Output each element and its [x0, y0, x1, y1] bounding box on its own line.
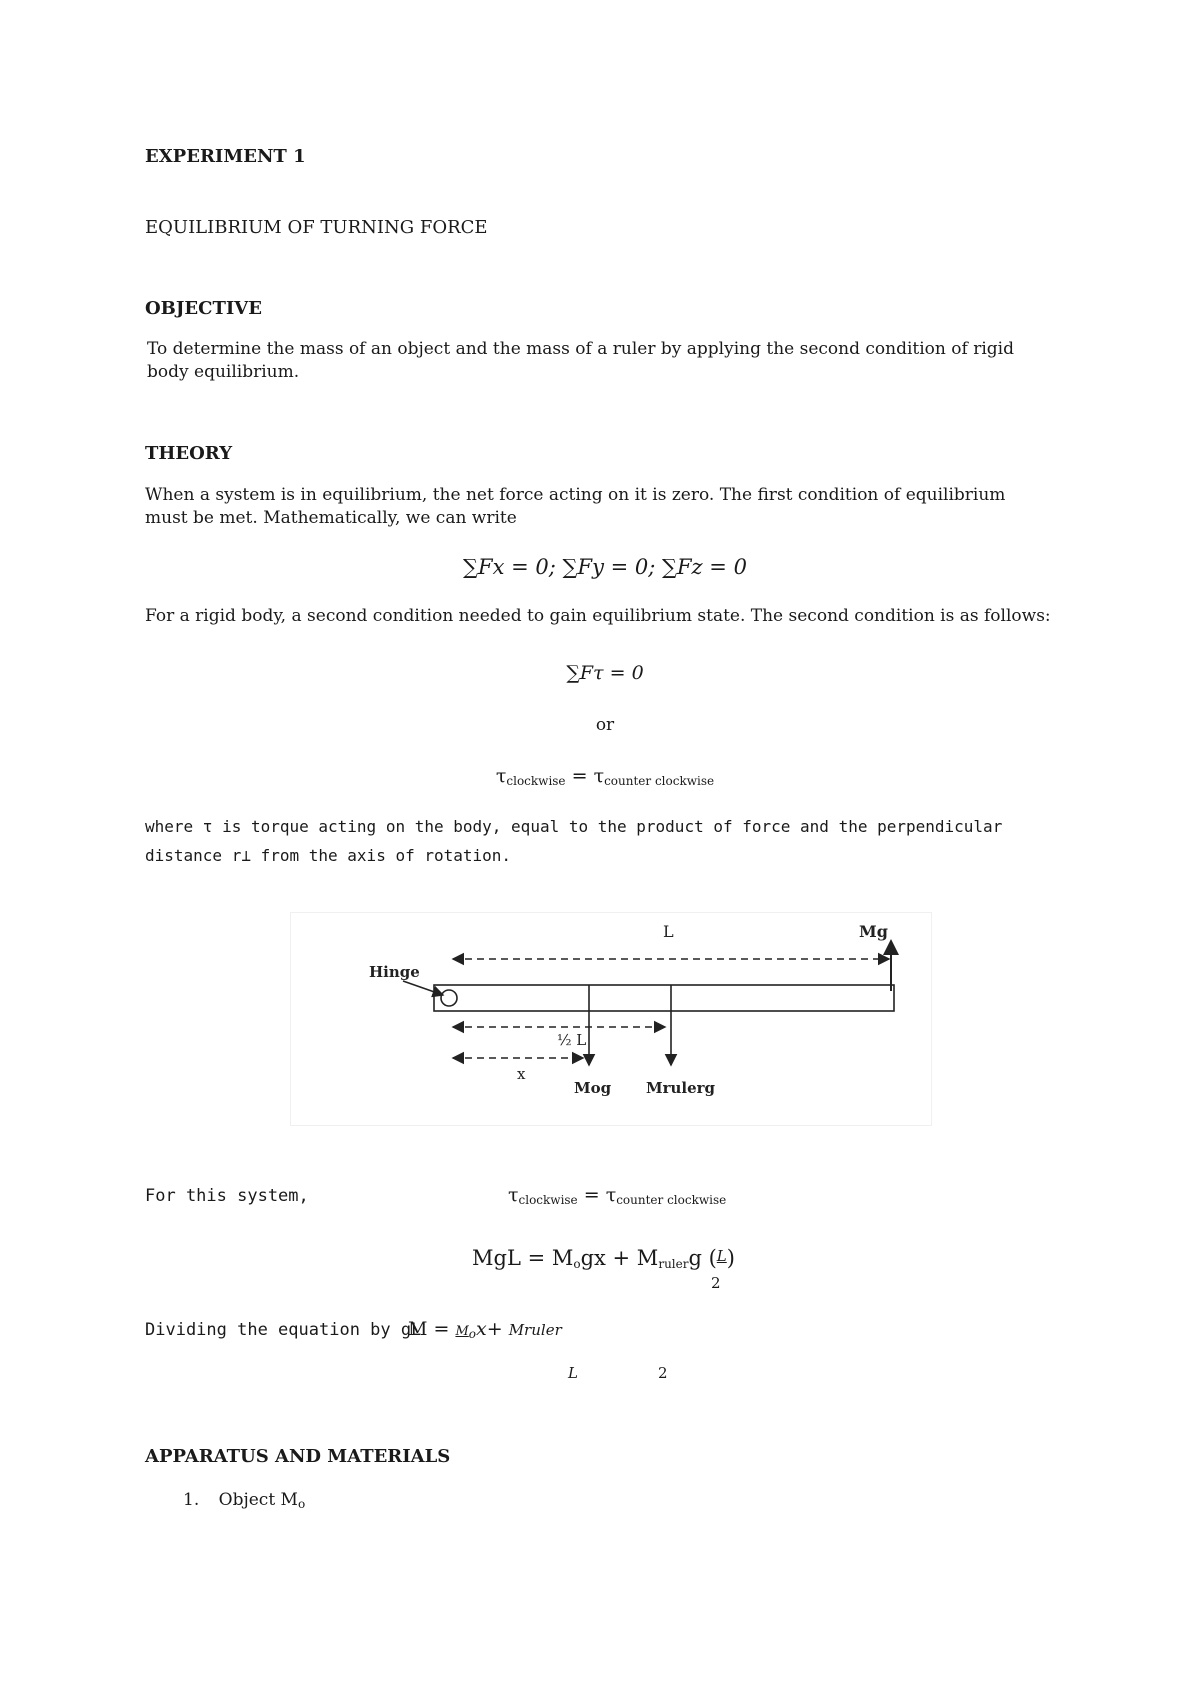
label-Mog: Mog	[574, 1079, 612, 1097]
equation-divided	[408, 1318, 562, 1341]
equation-first-condition: ∑Fx = 0; ∑Fy = 0; ∑Fz = 0	[463, 555, 747, 579]
theory-paragraph-3: where τ is torque acting on the body, equal to the product of force and the perpendicular distance r⊥ from the axis of rotation.	[145, 817, 1003, 865]
for-this-system-label: For this system,	[145, 1186, 309, 1206]
label-x: x	[517, 1065, 526, 1083]
objective-text: To determine the mass of an object and the mass of a ruler by applying the second condition of rigid body equilibrium.	[147, 339, 1014, 382]
eq-main-left: MgL = M	[472, 1246, 574, 1270]
eq-main-denominator: 2	[711, 1274, 721, 1292]
eq-main-mid: gx + M	[580, 1246, 659, 1270]
eq-main-o: o	[573, 1257, 581, 1271]
eq-main-close: )	[726, 1246, 735, 1270]
theory-paragraph-2: For a rigid body, a second condition needed to gain equilibrium state. The second condition is as follows:	[145, 606, 1051, 626]
div-eq-o: o	[468, 1327, 477, 1341]
equation-main	[472, 1246, 735, 1271]
torque-diagram	[290, 912, 932, 1126]
label-L: L	[663, 922, 674, 941]
div-eq-Mo: M	[455, 1324, 469, 1339]
div-eq-x: x+	[476, 1318, 503, 1340]
clockwise-subscript: clockwise	[518, 1193, 578, 1207]
div-eq-denominator-2: 2	[658, 1364, 668, 1382]
tau-symbol: τ	[508, 1184, 519, 1206]
experiment-subtitle: EQUILIBRIUM OF TURNING FORCE	[145, 217, 488, 238]
objective-heading: OBJECTIVE	[145, 298, 262, 319]
hinge-pointer-arrow	[403, 981, 443, 995]
div-eq-Mruler: Mruler	[508, 1321, 562, 1339]
equation-torque-balance	[450, 765, 760, 788]
or-label: or	[595, 715, 615, 735]
div-eq-M: M =	[408, 1318, 450, 1340]
tau-symbol: τ	[605, 1184, 617, 1206]
eq-main-L: L	[716, 1247, 727, 1265]
apparatus-item-subscript: o	[297, 1497, 306, 1511]
equation-torque-balance-2	[508, 1184, 726, 1207]
equals-sign: =	[571, 765, 588, 787]
apparatus-heading: APPARATUS AND MATERIALS	[145, 1446, 451, 1467]
div-eq-denominator-L: L	[568, 1364, 578, 1382]
label-Mg: Mg	[859, 922, 888, 941]
dividing-label: Dividing the equation by gL	[145, 1320, 422, 1340]
eq-main-ruler: ruler	[658, 1257, 689, 1271]
ruler-bar	[434, 985, 894, 1011]
apparatus-item-label: Object M	[218, 1490, 298, 1510]
hinge-pivot	[441, 990, 457, 1006]
tau-symbol: τ	[593, 765, 605, 787]
equation-second-condition: ∑Fτ = 0	[566, 662, 644, 684]
theory-heading: THEORY	[145, 443, 233, 464]
apparatus-item-1	[183, 1490, 305, 1511]
label-half-L: ½ L	[557, 1031, 587, 1049]
equals-sign: =	[583, 1184, 600, 1206]
label-Mrulerg: Mrulerg	[646, 1079, 716, 1097]
counter-clockwise-subscript: counter clockwise	[604, 774, 715, 788]
label-hinge: Hinge	[369, 963, 420, 981]
apparatus-item-number: 1.	[183, 1490, 200, 1510]
eq-main-end: g (	[688, 1246, 717, 1270]
theory-paragraph-1: When a system is in equilibrium, the net force acting on it is zero. The first condition of equilibrium must be met. Mathematically, we can write	[145, 485, 1006, 528]
experiment-title: EXPERIMENT 1	[145, 146, 306, 167]
counter-clockwise-subscript: counter clockwise	[616, 1193, 727, 1207]
clockwise-subscript: clockwise	[506, 774, 566, 788]
tau-symbol: τ	[495, 765, 507, 787]
